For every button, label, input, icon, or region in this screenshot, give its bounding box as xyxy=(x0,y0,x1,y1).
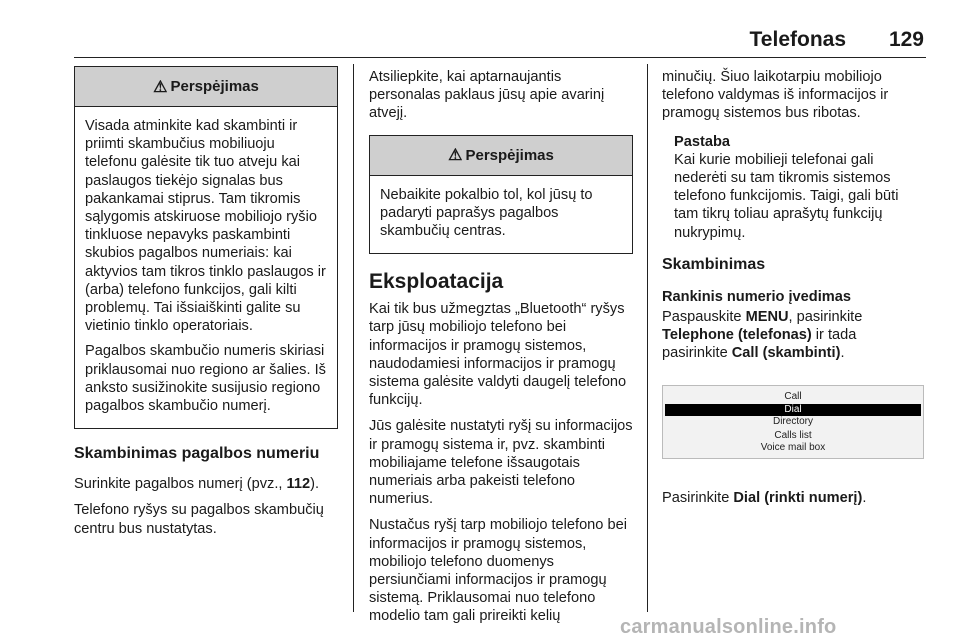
column-2 xyxy=(369,68,633,634)
column-3 xyxy=(662,68,926,515)
text-span: . xyxy=(862,489,867,506)
text-span: ir tada pasirinkite xyxy=(662,327,857,362)
warning-paragraph: Pagalbos skambučio numeris skiriasi priklausomai nuo regiono ar šalies. Iš anksto susižinokite susijusio regiono pagalbos skambučio numerį. xyxy=(85,343,326,415)
page-header xyxy=(0,26,960,58)
warning-label: Perspėjimas xyxy=(465,146,554,164)
text-span: ). xyxy=(310,476,319,493)
text-span: Surinkite pagalbos numerį (pvz., xyxy=(74,476,287,493)
warning-paragraph: Nebaikite pokalbio tol, kol jūsų to padaryti paprašys pagalbos skambučių centras. xyxy=(380,186,593,240)
call-menu-screen xyxy=(662,385,924,459)
dial-paragraph xyxy=(662,489,926,507)
emergency-paragraph-1 xyxy=(74,475,338,493)
section-heading: Eksploatacija xyxy=(369,270,504,294)
warning-box-2 xyxy=(369,135,633,255)
warning-triangle-icon: ⚠ xyxy=(153,78,168,96)
note-title: Pastaba xyxy=(674,133,730,150)
note-block xyxy=(662,133,926,242)
intro-paragraph: Atsiliepkite, kai aptarnaujantis personalas paklaus jūsų apie avarinį atvejį. xyxy=(369,69,605,122)
watermark: carmanualsonline.info xyxy=(620,616,837,638)
header-rule xyxy=(74,57,926,58)
dial-label: Dial (rinkti numerį) xyxy=(733,489,863,506)
telephone-menu-label: Telephone (telefonas) xyxy=(662,327,812,344)
text-span: Pasirinkite xyxy=(662,489,734,506)
warning-header xyxy=(370,136,632,176)
continued-paragraph: minučių. Šiuo laikotarpiu mobiliojo telefono valdymas iš informacijos ir pramogų sistemos bus ribotas. xyxy=(662,69,889,122)
emergency-heading: Skambinimas pagalbos numeriu xyxy=(74,445,320,463)
note-text: Kai kurie mobilieji telefonai gali nederėti su tam tikromis sistemos telefono funkcijomis. Taigi, gali būti tam tikrų toliau aprašytų funkcijų nukrypimų. xyxy=(674,151,899,241)
operation-paragraph-2: Jūs galėsite nustatyti ryšį su informacijos ir pramogų sistema ir, pvz. skambinti mobiliajame telefone išsaugotais numeriais arba pakeisti telefono numerius. xyxy=(369,418,633,508)
screen-item-voice-mail[interactable]: Voice mail box xyxy=(760,441,826,453)
warning-triangle-icon: ⚠ xyxy=(448,147,463,165)
operation-paragraph-1: Kai tik bus užmegztas „Bluetooth“ ryšys tarp jūsų mobiliojo telefono bei informacijos ir pramogų sistemos, naudodamiesi informacijos ir pramogų sistema galėsite valdyti daugelį telefono funkcijų. xyxy=(369,301,627,409)
column-divider-2 xyxy=(647,64,648,612)
column-divider-1 xyxy=(353,64,354,612)
operation-paragraph-3: Nustačus ryšį tarp mobiliojo telefono bei informacijos ir pramogų sistemos, mobiliojo telefono duomenys persiunčiami informacijos ir pramogų sistemą. Priklausomai nuo telefono modelio tam gali prireikti kelių xyxy=(369,517,627,625)
warning-label: Perspėjimas xyxy=(170,78,259,95)
warning-box-1 xyxy=(74,66,338,429)
page-title: Telefonas xyxy=(749,28,846,51)
screen-title: Call xyxy=(784,390,802,402)
emergency-number: 112 xyxy=(286,476,311,493)
manual-entry-paragraph xyxy=(662,308,926,363)
warning-header xyxy=(75,67,337,107)
screen-item-directory[interactable]: Directory xyxy=(772,415,813,427)
call-menu-label: Call (skambinti) xyxy=(731,345,841,362)
emergency-paragraph-2: Telefono ryšys su pagalbos skambučių centru bus nustatytas. xyxy=(74,502,324,537)
warning-body xyxy=(370,176,632,254)
menu-button-label: MENU xyxy=(745,309,789,326)
text-span: , pasirinkite xyxy=(788,309,863,326)
screen-item-calls-list[interactable]: Calls list xyxy=(774,429,812,441)
warning-paragraph: Visada atminkite kad skambinti ir priimti skambučius mobiliuoju telefonu galėsite tik tuo atveju kai paslaugos tiekėjo signalas bus pakankamai stiprus. Tam tikromis sąlygomis atskiruose mobiliojo ryšio tinkluose nepavyks paskambinti skubios pagalbos numeriais: kai aktyvios tam tikros tinklo paslaugos ir (arba) telefono funkcijos, gali kilti problemų. Tai išsiaiškinti galite su vietinio tinklo operatoriais. xyxy=(85,118,326,335)
text-span: . xyxy=(840,345,845,362)
column-1 xyxy=(74,66,338,546)
text-span: Paspauskite xyxy=(662,309,746,326)
calling-heading: Skambinimas xyxy=(662,255,766,273)
manual-entry-heading: Rankinis numerio įvedimas xyxy=(662,288,851,305)
screen-item-dial[interactable]: Dial xyxy=(665,404,921,416)
page-number: 129 xyxy=(888,28,924,51)
warning-body xyxy=(75,107,337,428)
